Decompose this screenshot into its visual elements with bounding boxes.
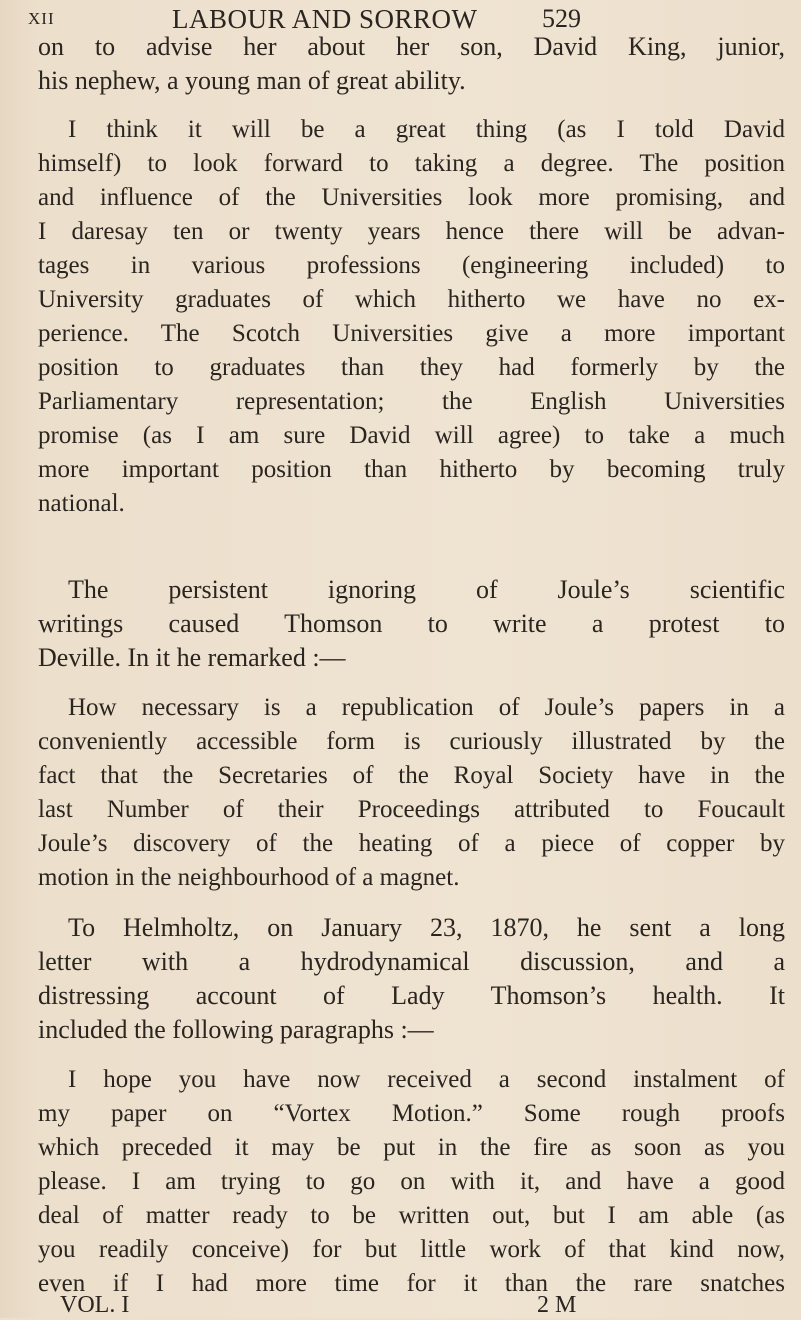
text-line: I daresay ten or twenty years hence there will be advan- [38,218,785,245]
text-line: I hope you have now received a second instalment of [68,1066,785,1093]
text-line: you readily conceive) for but little work of that kind now, [38,1236,785,1263]
text-line: The persistent ignoring of Joule’s scientific [68,575,785,604]
text-line: included the following paragraphs :— [38,1015,434,1044]
text-line: last Number of their Proceedings attributed to Foucault [38,796,785,823]
text-line: perience. The Scotch Universities give a more important [38,320,785,347]
text-line: on to advise her about her son, David King, junior, [38,32,785,61]
chapter-number: XII [28,9,55,28]
text-line: even if I had more time for it than the rare snatches [38,1270,785,1297]
text-line: University graduates of which hitherto we have no ex- [38,286,785,313]
text-line: Deville. In it he remarked :— [38,643,346,672]
text-line: please. I am trying to go on with it, and have a good [38,1168,785,1195]
text-line: How necessary is a republication of Joule’s papers in a [68,694,785,721]
text-line: To Helmholtz, on January 23, 1870, he sent a long [68,913,785,942]
signature-mark: 2 M [537,1292,577,1318]
running-title: LABOUR AND SORROW [172,4,478,34]
text-line: fact that the Secretaries of the Royal Society have in the [38,762,785,789]
text-line: letter with a hydrodynamical discussion, and a [38,947,785,976]
text-line: himself) to look forward to taking a degree. The position [38,150,785,177]
text-line: Joule’s discovery of the heating of a piece of copper by [38,830,785,857]
text-line: motion in the neighbourhood of a magnet. [38,864,460,891]
volume-mark: VOL. I [60,1292,130,1318]
text-line: more important position than hitherto by becoming truly [38,456,785,483]
text-line: national. [38,490,125,517]
text-line: and influence of the Universities look more promising, and [38,184,785,211]
page-number: 529 [542,4,581,33]
text-line: I think it will be a great thing (as I told David [68,116,785,143]
text-line: writings caused Thomson to write a protest to [38,609,785,638]
text-line: my paper on “Vortex Motion.” Some rough proofs [38,1100,785,1127]
text-line: which preceded it may be put in the fire as soon as you [38,1134,785,1161]
text-line: Parliamentary representation; the English Universities [38,388,785,415]
text-line: position to graduates than they had formerly by the [38,354,785,381]
text-line: tages in various professions (engineering included) to [38,252,785,279]
text-line: distressing account of Lady Thomson’s health. It [38,981,785,1010]
text-line: conveniently accessible form is curiously illustrated by the [38,728,785,755]
text-line: deal of matter ready to be written out, but I am able (as [38,1202,785,1229]
text-line: promise (as I am sure David will agree) to take a much [38,422,785,449]
text-line: his nephew, a young man of great ability. [38,66,466,95]
